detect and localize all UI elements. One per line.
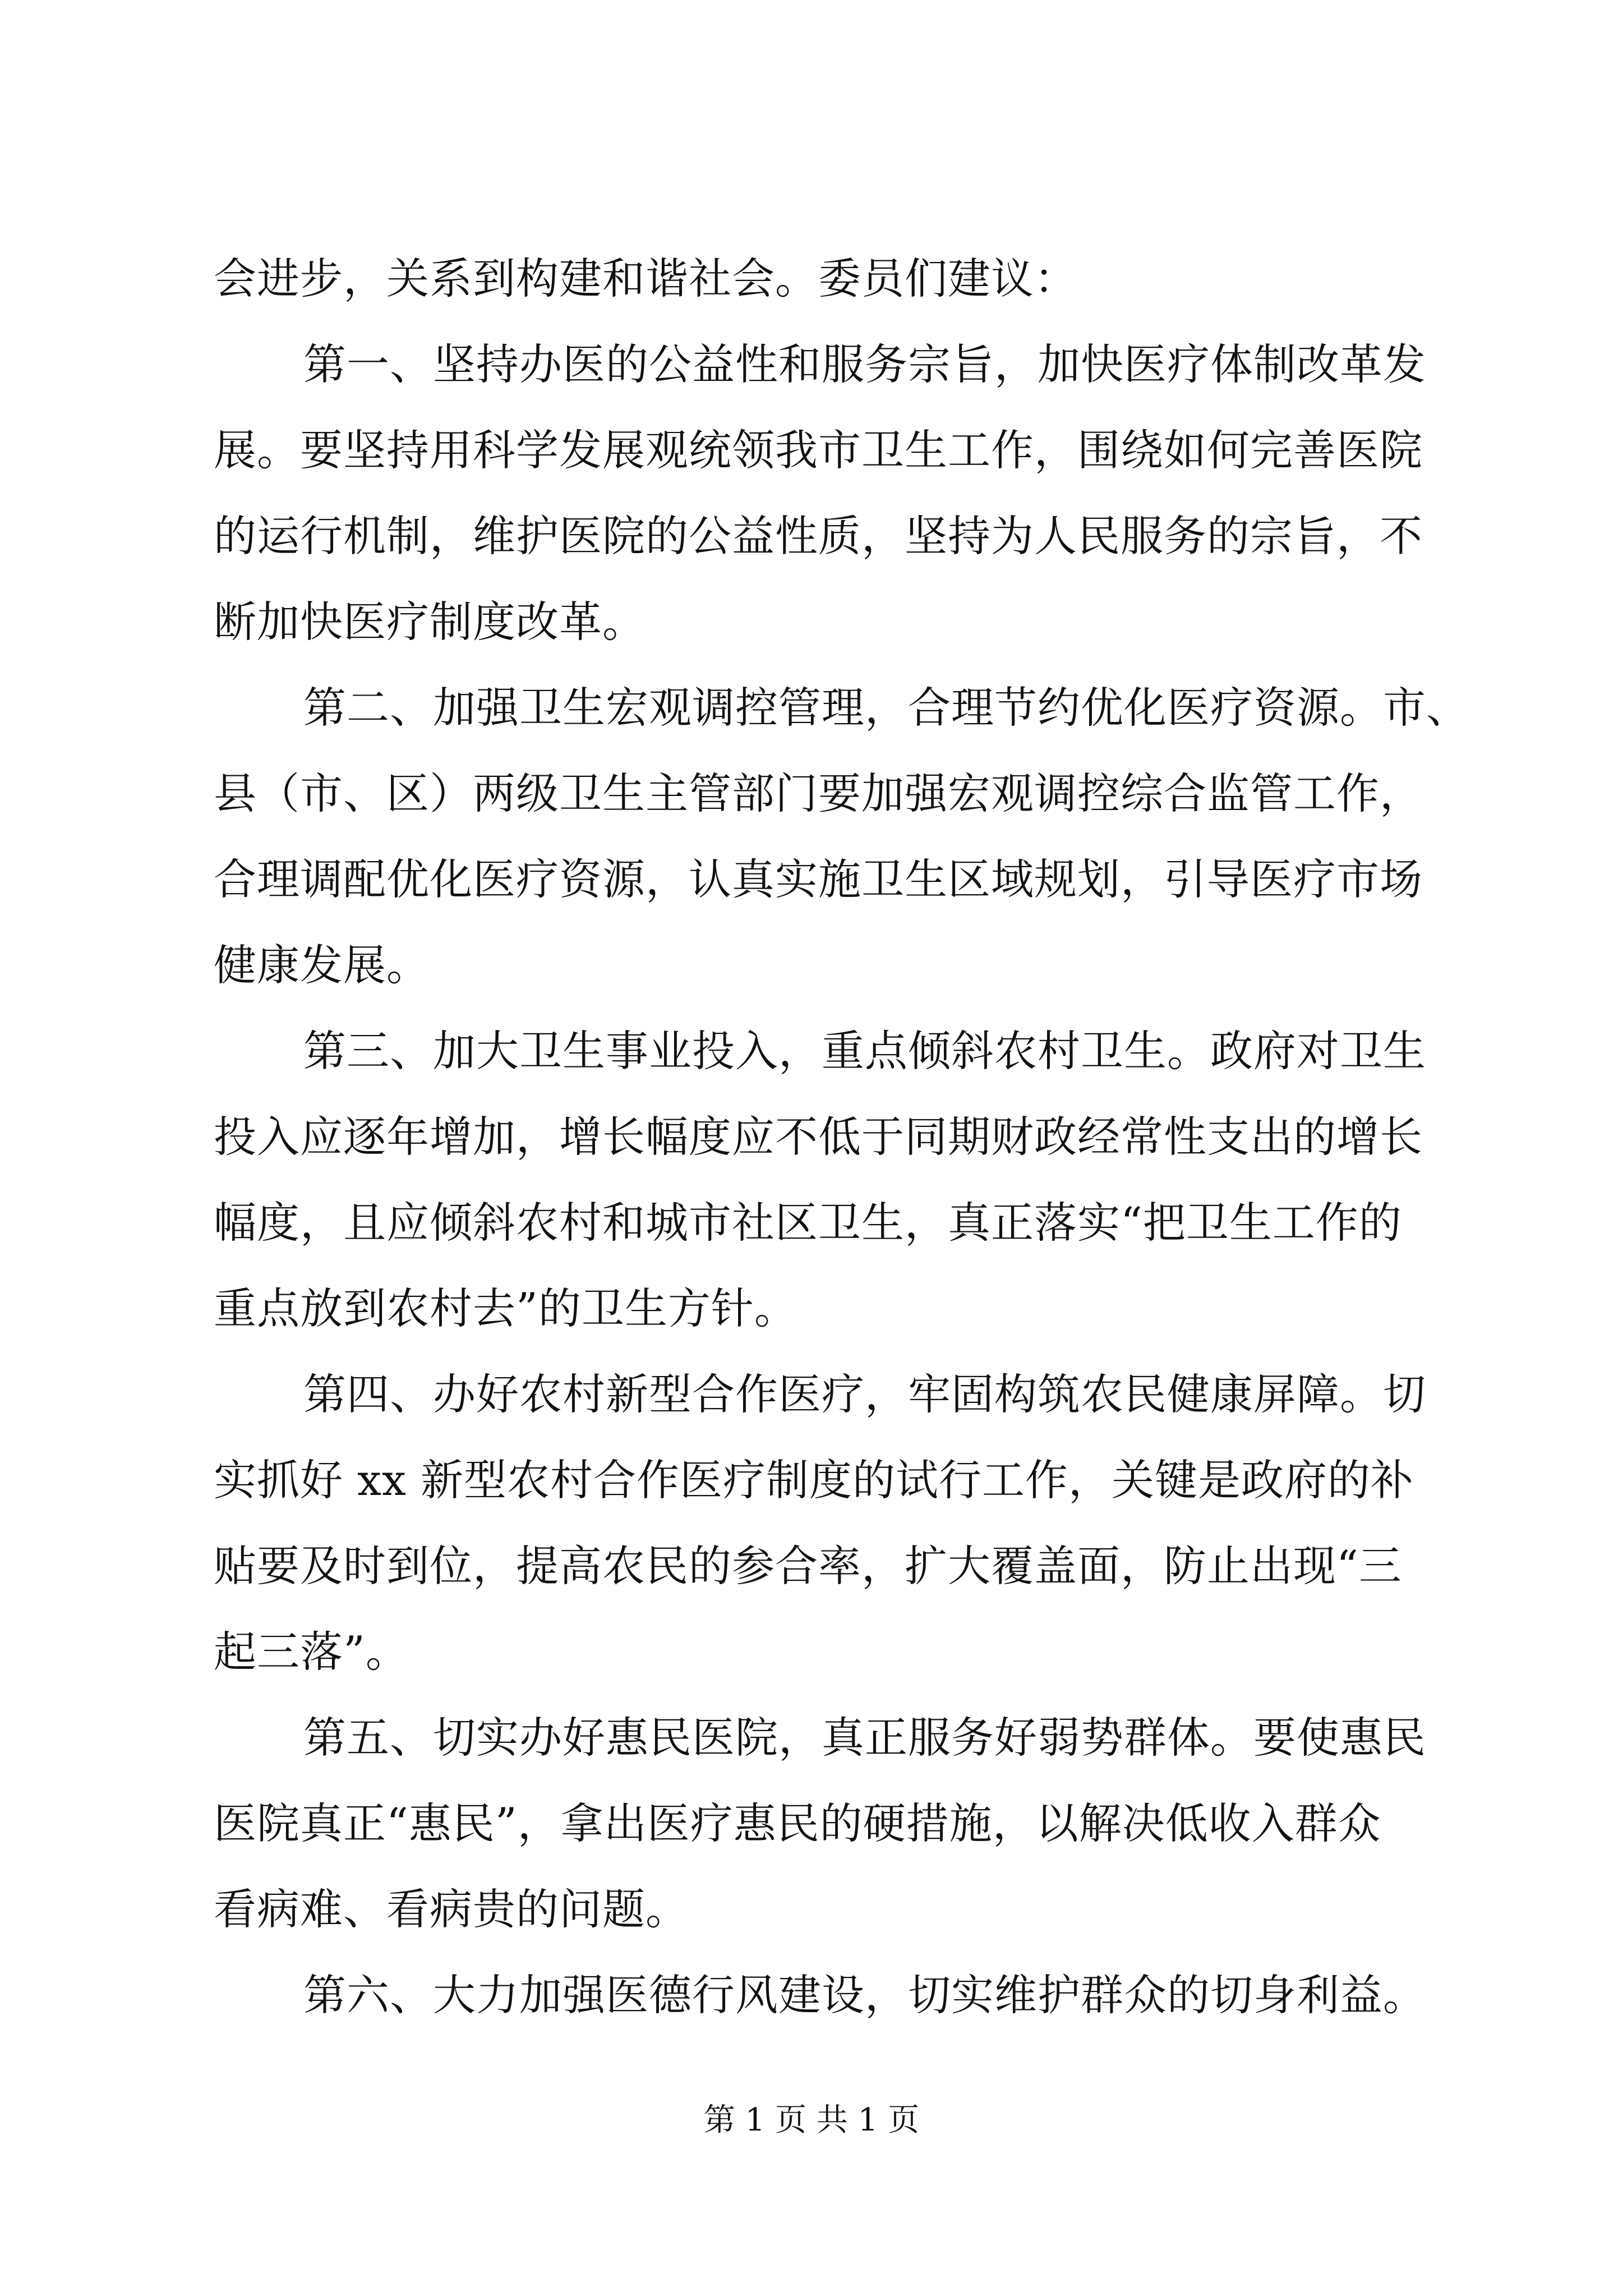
paragraph-first-line: 断加快医疗制度改革。 (214, 597, 645, 647)
paragraph-second-line: 健康发展。 (214, 940, 430, 990)
paragraph-second-line: 县（市、区）两级卫生主管部门要加强宏观调控综合监管工作， (214, 769, 1423, 818)
paragraph-fourth-line: 实抓好 xx 新型农村合作医疗制度的试行工作，关键是政府的补 (214, 1455, 1414, 1505)
paragraph-third-line: 第三、加大卫生事业投入，重点倾斜农村卫生。政府对卫生 (303, 1026, 1426, 1076)
paragraph-first-line: 第一、坚持办医的公益性和服务宗旨，加快医疗体制改革发 (303, 339, 1426, 389)
paragraph-fourth-line: 第四、办好农村新型合作医疗，牢固构筑农民健康屏障。切 (303, 1369, 1426, 1419)
paragraph-first-line: 的运行机制，维护医院的公益性质，坚持为人民服务的宗旨，不 (214, 511, 1423, 561)
paragraph-fifth-line: 看病难、看病贵的问题。 (214, 1884, 689, 1934)
paragraph-fourth-line: 起三落”。 (214, 1627, 409, 1677)
paragraph-second-line: 第二、加强卫生宏观调控管理，合理节约优化医疗资源。市、 (303, 683, 1469, 733)
paragraph-first-line: 展。要坚持用科学发展观统领我市卫生工作，围绕如何完善医院 (214, 425, 1423, 475)
paragraph-third-line: 幅度，且应倾斜农村和城市社区卫生，真正落实“把卫生工作的 (214, 1198, 1402, 1248)
paragraph-second-line: 合理调配优化医疗资源，认真实施卫生区域规划，引导医疗市场 (214, 854, 1423, 904)
document-body (214, 236, 1469, 2038)
paragraph-third-line: 投入应逐年增加，增长幅度应不低于同期财政经常性支出的增长 (214, 1112, 1423, 1162)
paragraph-fifth-line: 医院真正“惠民”，拿出医疗惠民的硬措施，以解决低收入群众 (214, 1798, 1381, 1848)
paragraph-third-line: 重点放到农村去”的卫生方针。 (214, 1283, 797, 1333)
paragraph-sixth-line: 第六、大力加强医德行风建设，切实维护群众的切身利益。 (303, 1970, 1426, 2020)
paragraph-fifth-line: 第五、切实办好惠民医院，真正服务好弱势群体。要使惠民 (303, 1713, 1426, 1763)
paragraph-fourth-line: 贴要及时到位，提高农民的参合率，扩大覆盖面，防止出现“三 (214, 1541, 1402, 1591)
page-footer: 第 1 页 共 1 页 (703, 2102, 920, 2138)
paragraph-intro-continued-line: 会进步，关系到构建和谐社会。委员们建议： (214, 254, 1077, 303)
